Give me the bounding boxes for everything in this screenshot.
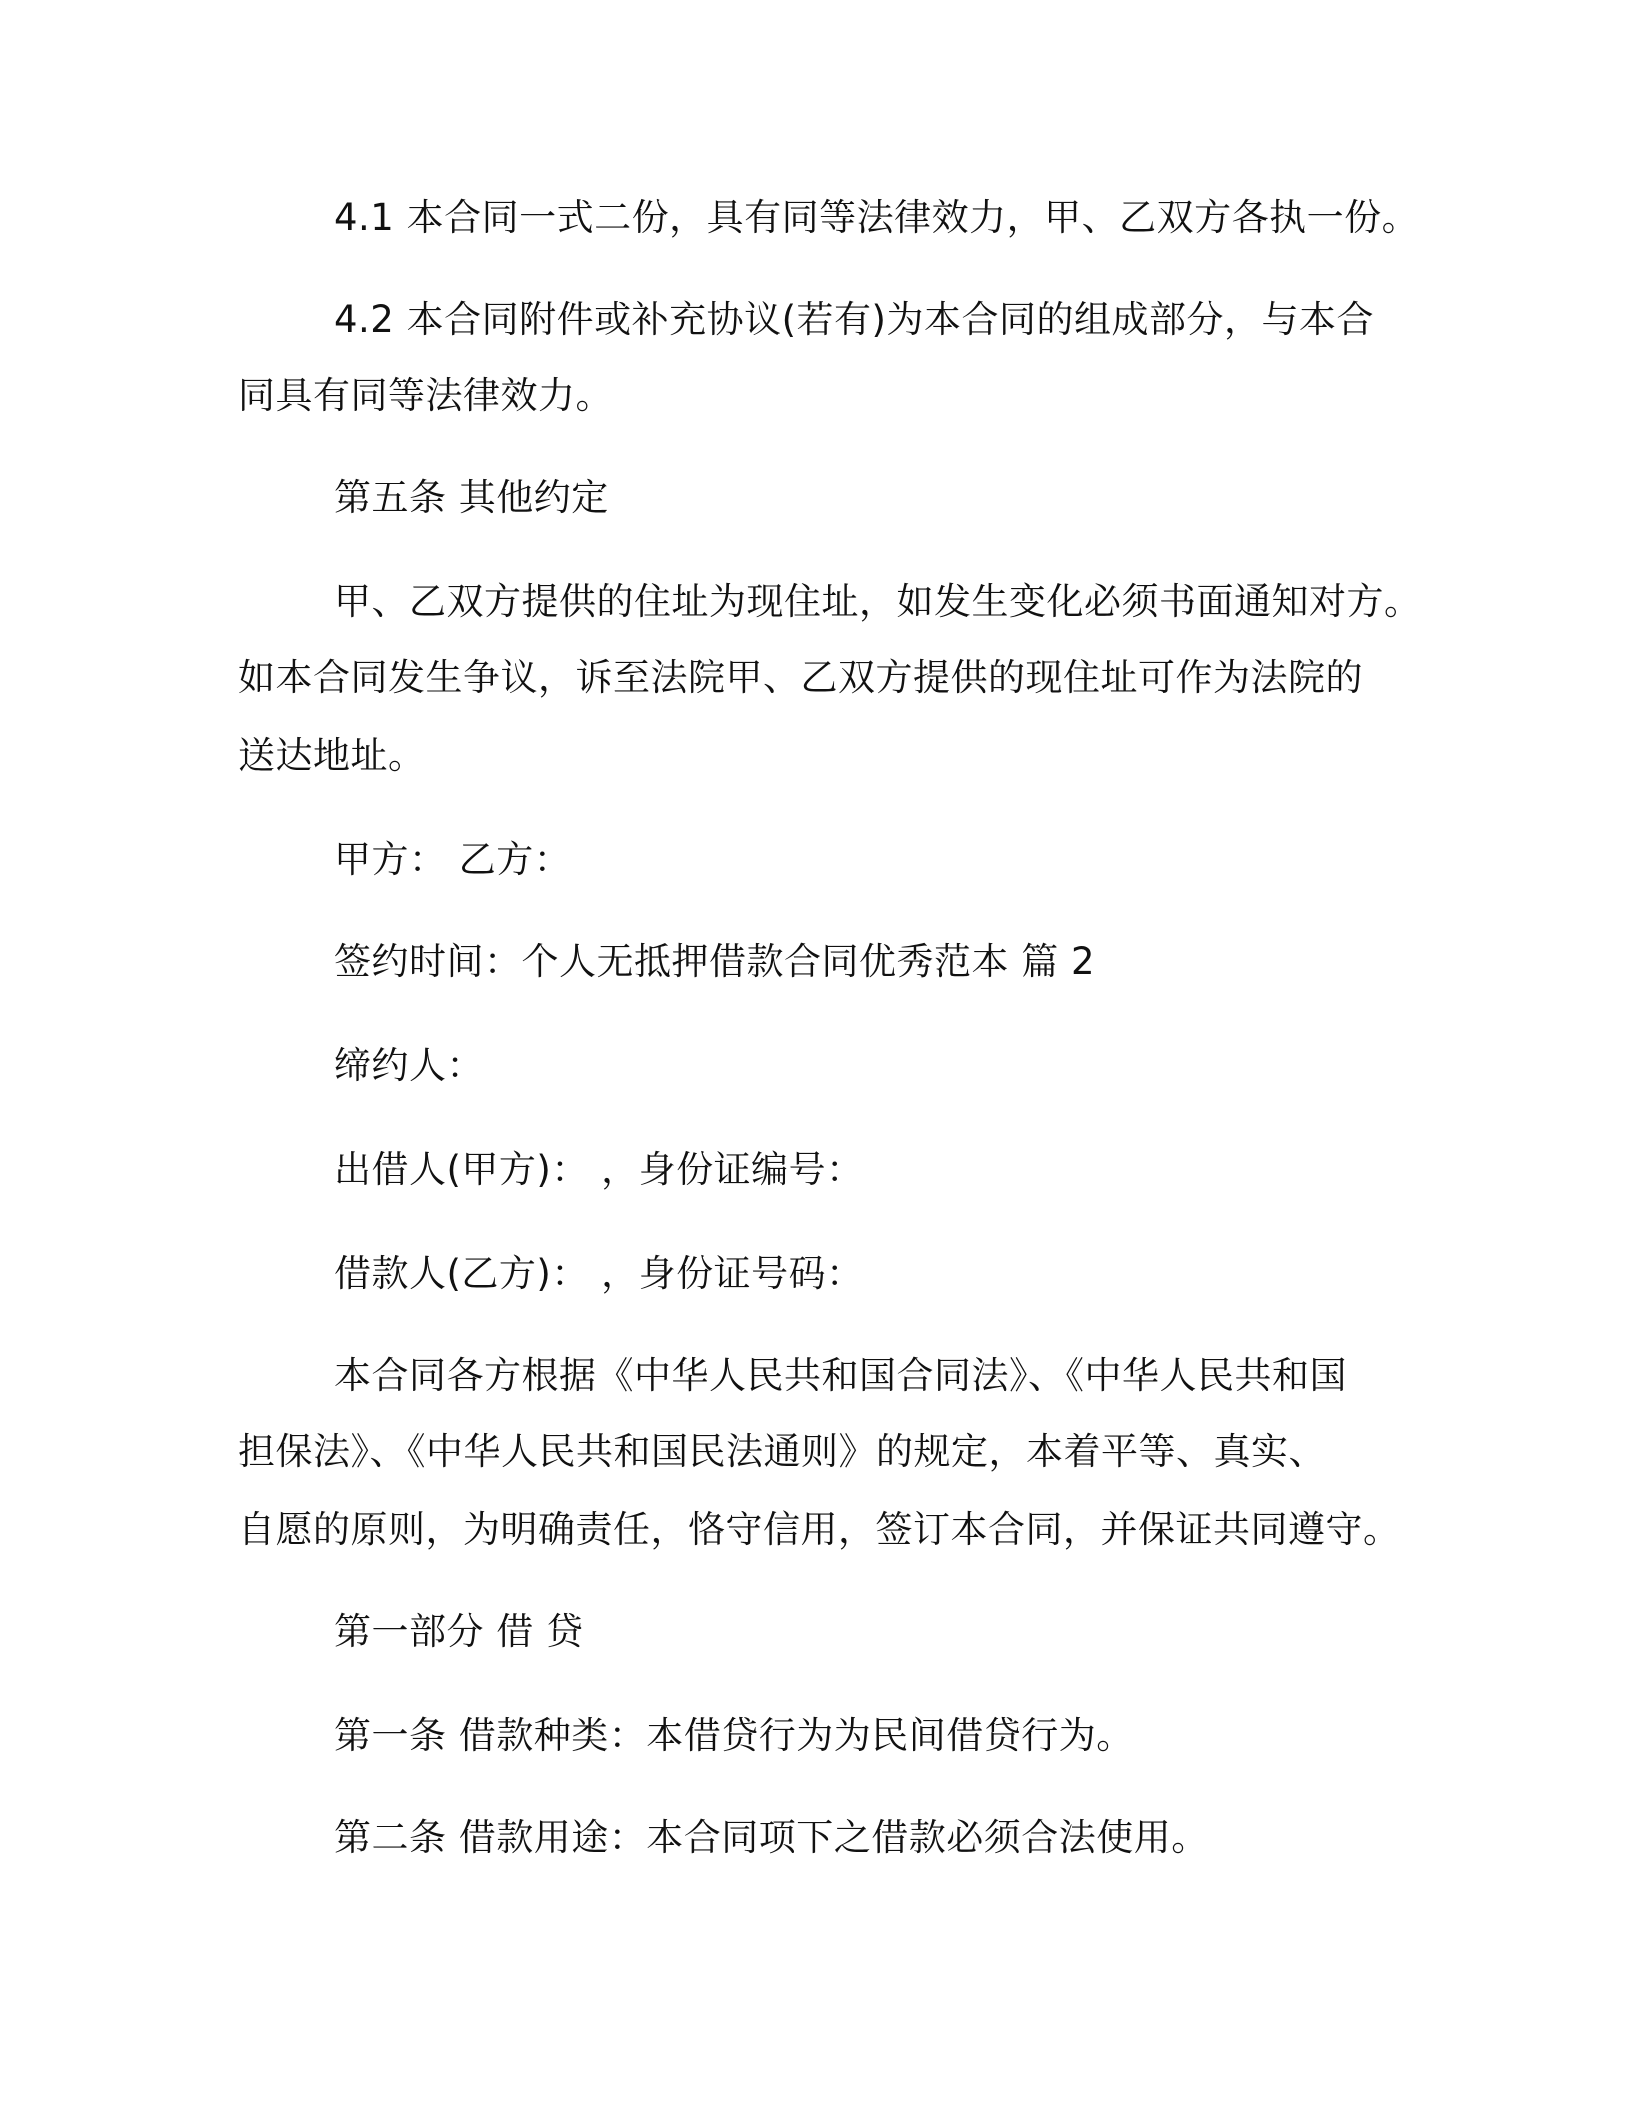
address-paragraph-line-3: 送达地址。	[238, 734, 426, 777]
signing-date-line: 签约时间：个人无抵押借款合同优秀范本 篇 2	[334, 940, 1096, 983]
party-signature-line: 甲方： 乙方：	[334, 838, 572, 881]
part-1-heading: 第一部分 借 贷	[334, 1610, 584, 1653]
article-1-loan-type: 第一条 借款种类：本借贷行为为民间借贷行为。	[334, 1714, 1134, 1757]
article-5-heading: 第五条 其他约定	[334, 476, 609, 519]
lender-line: 出借人(甲方)： ，身份证编号：	[334, 1148, 864, 1191]
contracting-parties-label: 缔约人：	[334, 1044, 484, 1087]
preamble-line-1: 本合同各方根据《中华人民共和国合同法》、《中华人民共和国	[334, 1354, 1347, 1397]
article-2-loan-purpose: 第二条 借款用途：本合同项下之借款必须合法使用。	[334, 1816, 1209, 1859]
preamble-line-2: 担保法》、《中华人民共和国民法通则》的规定，本着平等、真实、	[238, 1430, 1326, 1473]
address-paragraph-line-2: 如本合同发生争议，诉至法院甲、乙双方提供的现住址可作为法院的	[238, 656, 1363, 699]
borrower-line: 借款人(乙方)： ，身份证号码：	[334, 1252, 864, 1295]
preamble-line-3: 自愿的原则，为明确责任，恪守信用，签订本合同，并保证共同遵守。	[238, 1508, 1401, 1551]
clause-4-2-line-2: 同具有同等法律效力。	[238, 374, 613, 417]
clause-4-1: 4.1 本合同一式二份，具有同等法律效力，甲、乙双方各执一份。	[334, 196, 1420, 239]
address-paragraph-line-1: 甲、乙双方提供的住址为现住址，如发生变化必须书面通知对方。	[334, 580, 1422, 623]
clause-4-2-line-1: 4.2 本合同附件或补充协议(若有)为本合同的组成部分，与本合	[334, 298, 1374, 341]
